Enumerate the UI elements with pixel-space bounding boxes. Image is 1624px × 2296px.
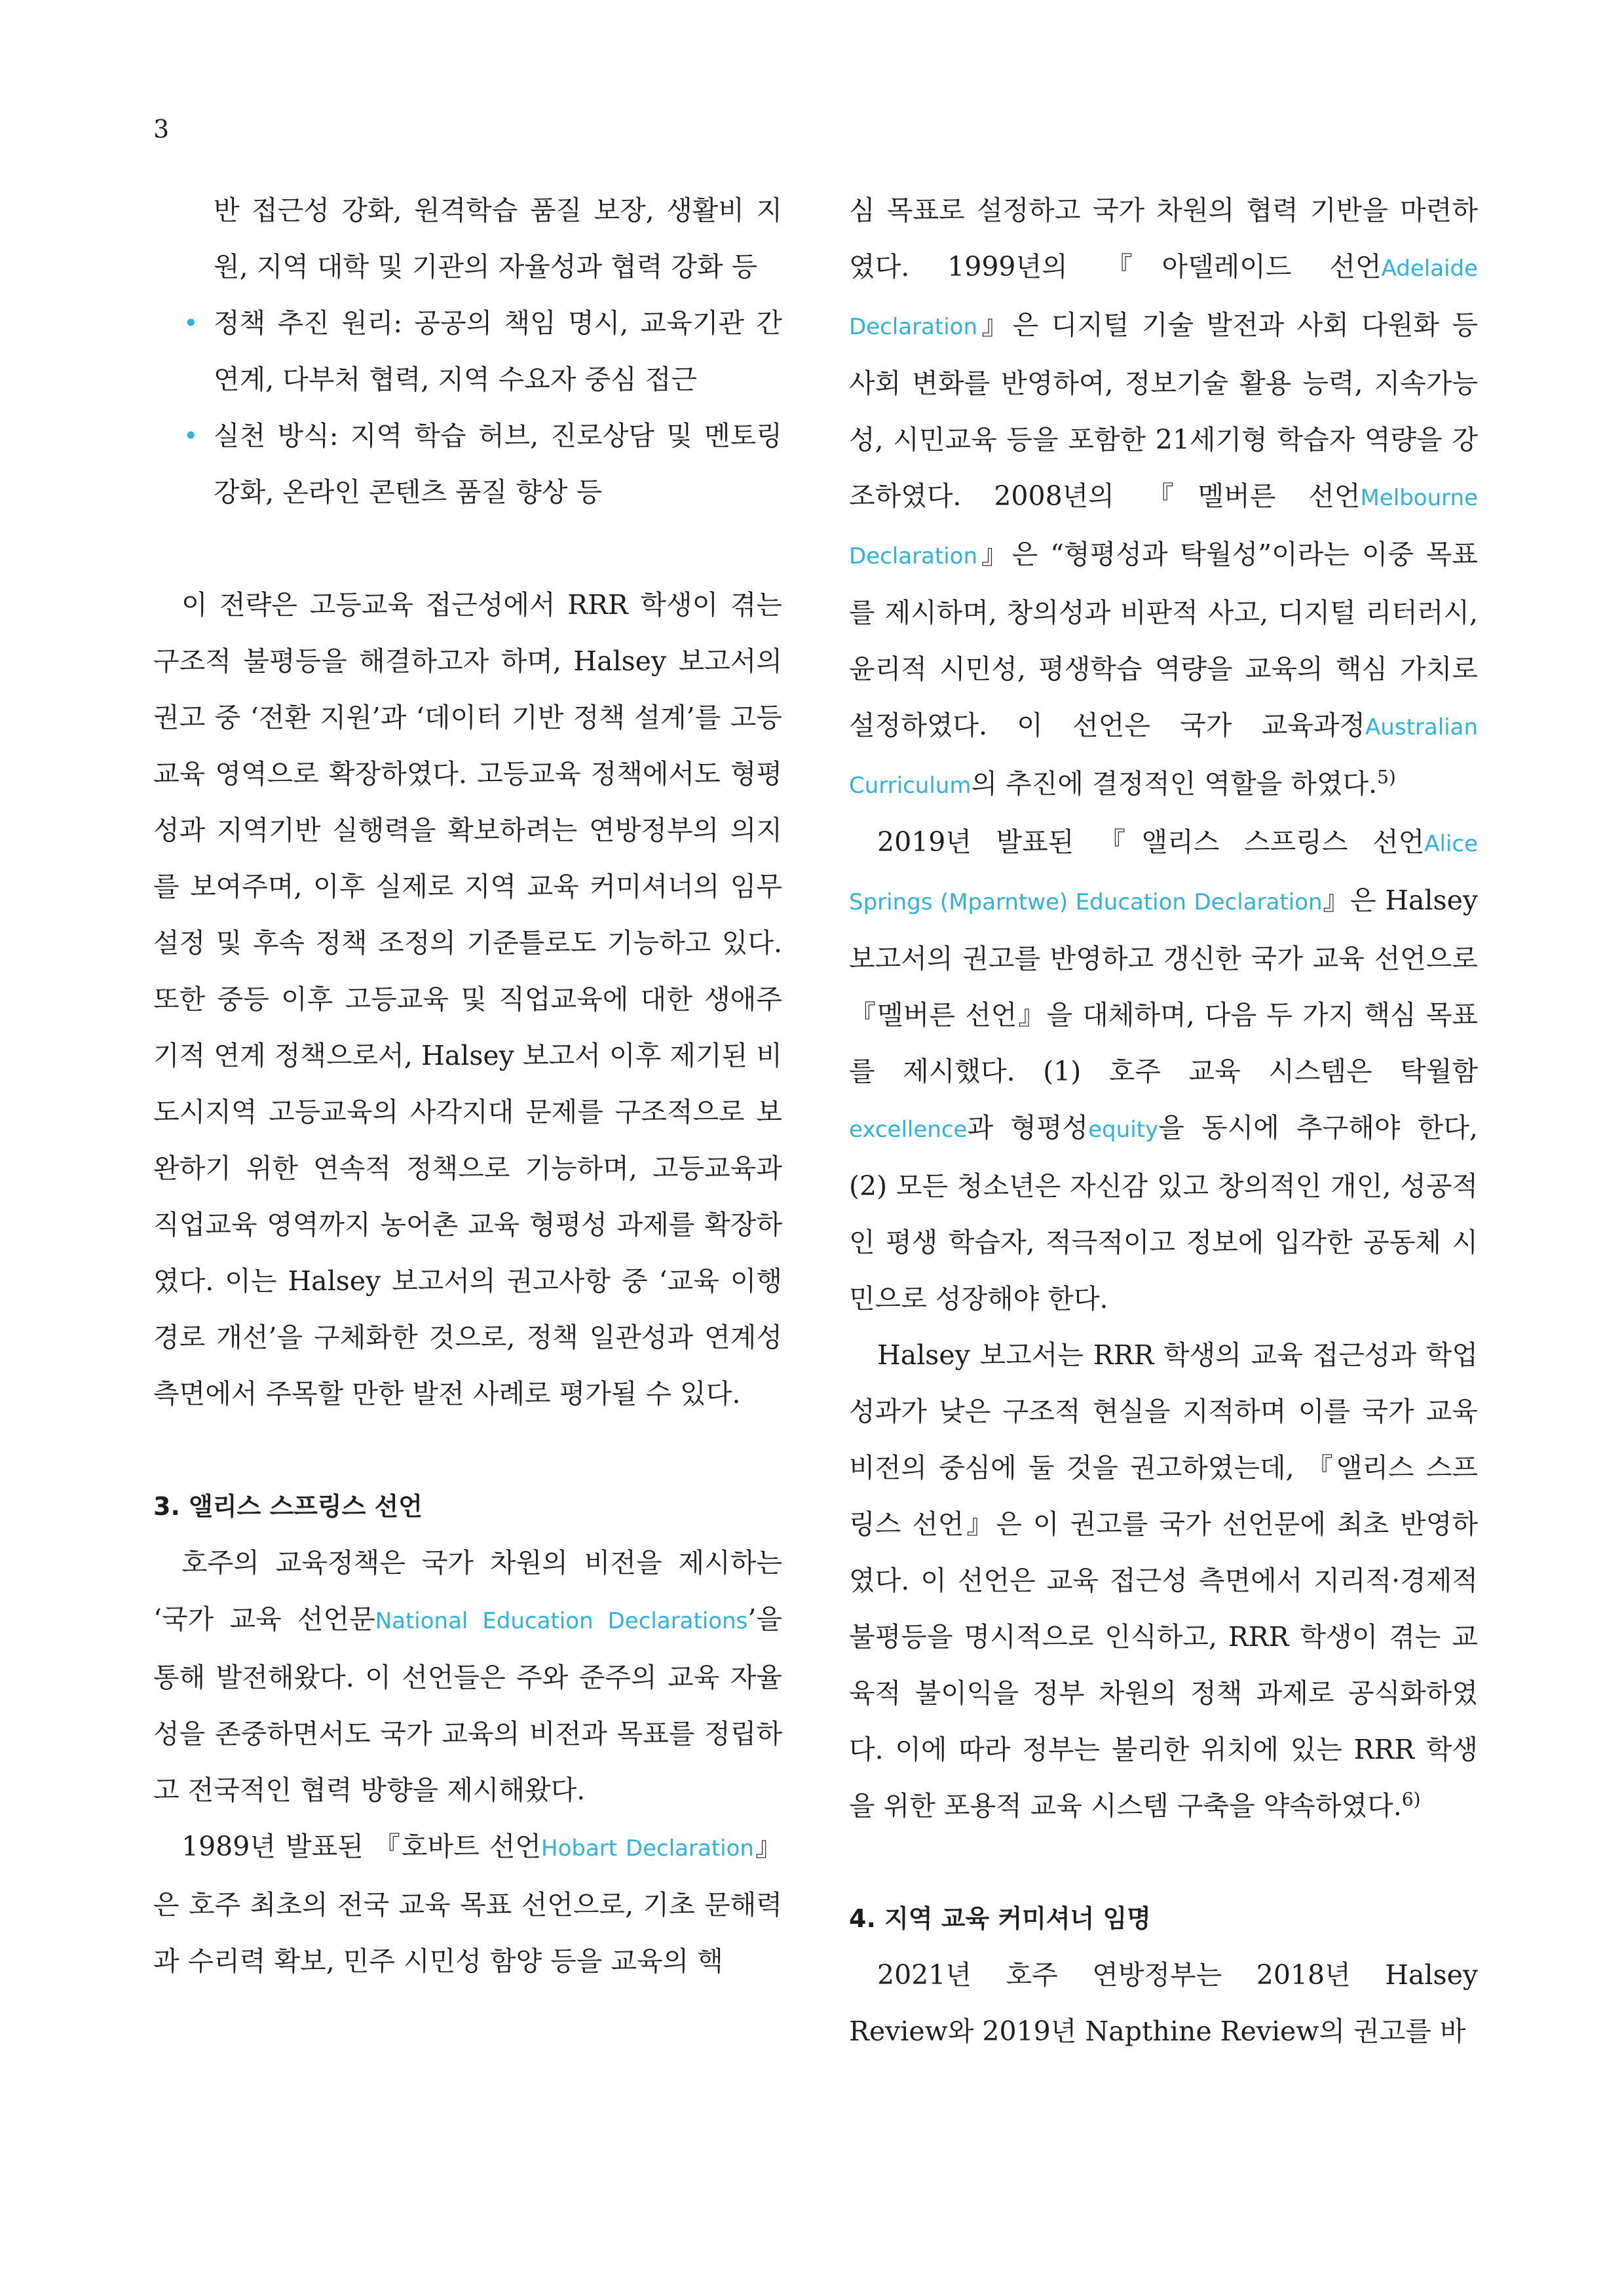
paragraph-halsey: Halsey 보고서는 RRR 학생의 교육 접근성과 학업 성과가 낮은 구조적 현실을 지적하며 이를 국가 교육 비전의 중심에 둘 것을 권고하였는데, 『앨리스 스프링스 선언』은 이 권고를 국가 선언문에 최초 반영하였다. 이 선언은 교육 접근성 측면에서 지리적·경제적 불평등을 명시적으로 인식하고, RRR 학생이 겪는 교육적 불이익을 정부 차원의 정책 과제로 공식화하였다. 이에 따라 정부는 불리한 위치에 있는 RRR 학생을 위한 포용적 교육 시스템 구축을 약속하였다.$^{6)}$	[849, 1339, 1478, 1822]
english-term: Australian Curriculum	[849, 714, 1478, 799]
paragraph-declarations-history: 심 목표로 설정하고 국가 차원의 협력 기반을 마련하였다. 1999년의 『아델레이드 선언Adelaide Declaration』은 디지털 기술 발전과 사회 다원화 등 사회 변화를 반영하여, 정보기술 활용 능력, 지속가능성, 시민교육 등을 포함한 21세기형 학습자 역량을 강조하였다. 2008년의 『멜버른 선언Melbourne Declaration』은 “형평성과 탁월성”이라는 이중 목표를 제시하며, 창의성과 비판적 사고, 디지털 리터러시, 윤리적 시민성, 평생학습 역량을 교육의 핵심 가치로 설정하였다. 이 선언은 국가 교육과정Australian Curriculum의 추진에 결정적인 역할을 하였다.$^{5)}$	[849, 195, 1478, 799]
paragraph-declarations: 호주의 교육정책은 국가 차원의 비전을 제시하는 ‘국가 교육 선언문National Education Declarations’을 통해 발전해왔다. 이 선언들은 주와 준주의 교육 자율성을 존중하면서도 국가 교육의 비전과 목표를 정립하고 전국적인 협력 방향을 제시해왔다.	[153, 1547, 782, 1806]
paragraph-strategy: 이 전략은 고등교육 접근성에서 RRR 학생이 겪는 구조적 불평등을 해결하고자 하며, Halsey 보고서의 권고 중 ‘전환 지원’과 ‘데이터 기반 정책 설계’를 고등교육 영역으로 확장하였다. 고등교육 정책에서도 형평성과 지역기반 실행력을 확보하려는 연방정부의 의지를 보여주며, 이후 실제로 지역 교육 커미셔너의 임무 설정 및 후속 정책 조정의 기준틀로도 기능하고 있다. 또한 중등 이후 고등교육 및 직업교육에 대한 생애주기적 연계 정책으로서, Halsey 보고서 이후 제기된 비도시지역 고등교육의 사각지대 문제를 구조적으로 보완하기 위한 연속적 정책으로 기능하며, 고등교육과 직업교육 영역까지 농어촌 교육 형평성 과제를 확장하였다. 이는 Halsey 보고서의 권고사항 중 ‘교육 이행 경로 개선’을 구체화한 것으로, 정책 일관성과 연계성 측면에서 주목할 만한 발전 사례로 평가될 수 있다.	[153, 589, 782, 1409]
footnote-ref: 5)	[1377, 766, 1396, 788]
list-item	[153, 295, 782, 408]
section-heading-4: 4. 지역 교육 커미셔너 임명	[849, 1904, 1151, 1933]
list-continuation: 반 접근성 강화, 원격학습 품질 보장, 생활비 지원, 지역 대학 및 기관의 자율성과 협력 강화 등	[214, 195, 782, 282]
section-heading-3: 3. 앨리스 스프링스 선언	[153, 1492, 423, 1521]
english-term: equity	[1088, 1117, 1159, 1143]
right-column	[849, 182, 1478, 2059]
paragraph-alice-springs: 2019년 발표된 『앨리스 스프링스 선언Alice Springs (Mparntwe) Education Declaration』은 Halsey 보고서의 권고를 반영하고 갱신한 국가 교육 선언으로 『멜버른 선언』을 대체하며, 다음 두 가지 핵심 목표를 제시했다. (1) 호주 교육 시스템은 탁월함excellence과 형평성equity을 동시에 추구해야 한다, (2) 모든 청소년은 자신감 있고 창의적인 개인, 성공적인 평생 학습자, 적극적이고 정보에 입각한 공동체 시민으로 성장해야 한다.	[849, 826, 1478, 1314]
bullet-text: 정책 추진 원리: 공공의 책임 명시, 교육기관 간 연계, 다부처 협력, 지역 수요자 중심 접근	[214, 307, 782, 395]
bullet-icon: •	[183, 309, 198, 337]
english-term: Alice Springs (Mparntwe) Education Declaration	[849, 831, 1478, 915]
english-term: National Education Declarations	[375, 1608, 748, 1634]
english-term: Melbourne Declaration	[849, 485, 1478, 569]
english-term: excellence	[849, 1117, 968, 1143]
bullet-icon: •	[183, 421, 198, 450]
paragraph-commissioner: 2021년 호주 연방정부는 2018년 Halsey Review와 2019년 Napthine Review의 권고를 바	[849, 1959, 1478, 2047]
page-number: 3	[153, 115, 170, 144]
left-column	[153, 182, 782, 1989]
footnote-ref: 6)	[1401, 1788, 1421, 1810]
list-item	[153, 408, 782, 520]
bullet-list	[153, 295, 782, 520]
english-term: Hobart Declaration	[541, 1835, 754, 1862]
paragraph-hobart: 1989년 발표된 『호바트 선언Hobart Declaration』은 호주 최초의 전국 교육 목표 선언으로, 기초 문해력과 수리력 확보, 민주 시민성 함양 등을 교육의 핵	[153, 1831, 782, 1977]
english-term: Adelaide Declaration	[849, 256, 1478, 340]
bullet-text: 실천 방식: 지역 학습 허브, 진로상담 및 멘토링 강화, 온라인 콘텐츠 품질 향상 등	[214, 420, 782, 508]
